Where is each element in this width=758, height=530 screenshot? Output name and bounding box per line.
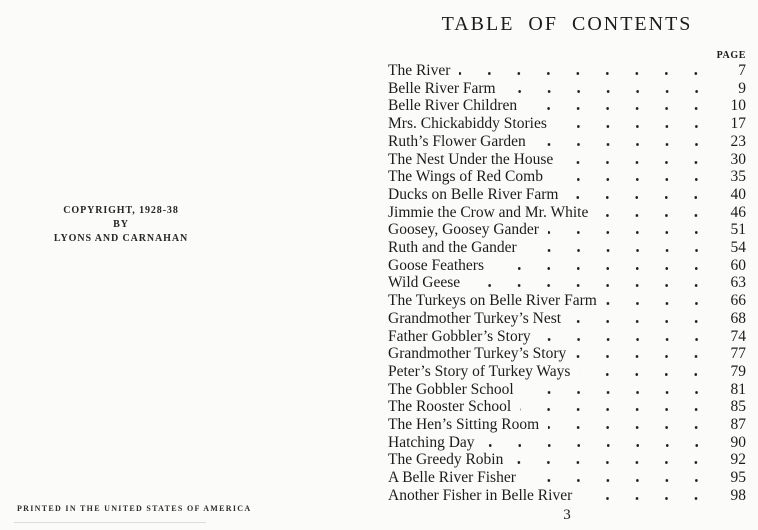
toc-dot-leader bbox=[575, 355, 714, 358]
toc-entry-page: 51 bbox=[730, 221, 746, 239]
toc-entry-title: The Greedy Robin bbox=[388, 451, 504, 469]
toc-row bbox=[388, 487, 746, 505]
toc-dot-leader bbox=[548, 426, 714, 429]
toc-dot-leader bbox=[520, 408, 714, 411]
toc-entry-page: 23 bbox=[730, 132, 746, 150]
toc-dot-leader bbox=[556, 125, 714, 128]
toc-entry-page: 77 bbox=[730, 345, 746, 363]
toc-entry-page: 60 bbox=[730, 256, 746, 274]
toc-row bbox=[388, 363, 746, 381]
toc-dot-leader bbox=[469, 284, 714, 287]
toc-entry-page: 98 bbox=[730, 486, 746, 504]
toc-dot-leader bbox=[597, 214, 714, 217]
toc-entry-title: Ruth’s Flower Garden bbox=[388, 132, 526, 150]
toc-row bbox=[388, 186, 746, 204]
toc-row bbox=[388, 328, 746, 346]
toc-entry-page: 46 bbox=[730, 203, 746, 221]
toc-dot-leader bbox=[606, 302, 714, 305]
toc-dot-leader bbox=[526, 107, 714, 110]
toc-dot-leader bbox=[540, 338, 714, 341]
toc-row bbox=[388, 204, 746, 222]
toc-entry-page: 63 bbox=[730, 274, 746, 292]
toc-dot-leader bbox=[493, 267, 714, 270]
page-column-label: PAGE bbox=[716, 50, 746, 61]
copyright-line-1: COPYRIGHT, 1928-38 bbox=[63, 205, 179, 216]
toc-entry-title: The Rooster School bbox=[388, 398, 512, 416]
toc-entry-title: The Hen’s Sitting Room bbox=[388, 416, 540, 434]
toc-dot-leader bbox=[552, 178, 714, 181]
toc-dot-leader bbox=[579, 373, 714, 376]
toc-entry-title: The Nest Under the House bbox=[388, 150, 554, 168]
toc-entry-title: Belle River Children bbox=[388, 97, 518, 115]
toc-dot-leader bbox=[512, 461, 714, 464]
toc-entry-title: Another Fisher in Belle River bbox=[388, 486, 573, 504]
toc-entry-page: 68 bbox=[730, 309, 746, 327]
toc-entry-page: 9 bbox=[738, 79, 746, 97]
toc-row bbox=[388, 434, 746, 452]
toc-entry-page: 74 bbox=[730, 327, 746, 345]
toc-row bbox=[388, 451, 746, 469]
toc-entry-page: 90 bbox=[730, 433, 746, 451]
toc-dot-leader bbox=[525, 479, 714, 482]
toc-entry-title: Goose Feathers bbox=[388, 256, 484, 274]
toc-entry-page: 92 bbox=[730, 451, 746, 469]
toc-entry-title: The River bbox=[388, 62, 451, 79]
toc-entry-title: Mrs. Chickabiddy Stories bbox=[388, 115, 547, 133]
toc-dot-leader bbox=[526, 249, 714, 252]
toc-entry-title: Ruth and the Gander bbox=[388, 239, 517, 257]
page-edge-line bbox=[14, 522, 206, 523]
toc-entry-page: 17 bbox=[730, 115, 746, 133]
toc-row bbox=[388, 274, 746, 292]
toc-entry-page: 54 bbox=[730, 239, 746, 257]
toc-row bbox=[388, 381, 746, 399]
toc-dot-leader bbox=[581, 497, 714, 500]
toc-entry-page: 79 bbox=[730, 362, 746, 380]
toc-dot-leader bbox=[562, 161, 714, 164]
toc-entry-page: 7 bbox=[738, 62, 746, 79]
toc-dot-leader bbox=[570, 320, 714, 323]
copyright-notice bbox=[40, 204, 202, 245]
toc-row bbox=[388, 80, 746, 98]
toc-entry-page: 40 bbox=[730, 185, 746, 203]
toc-entry-title: Goosey, Goosey Gander bbox=[388, 221, 539, 239]
toc-entry-title: Hatching Day bbox=[388, 433, 475, 451]
folio-page-number: 3 bbox=[563, 506, 571, 523]
toc-entry-title: Grandmother Turkey’s Story bbox=[388, 345, 567, 363]
toc-row bbox=[388, 398, 746, 416]
toc-row bbox=[388, 62, 746, 80]
toc-entry-page: 10 bbox=[730, 97, 746, 115]
toc-row bbox=[388, 310, 746, 328]
toc-dot-leader bbox=[535, 143, 714, 146]
table-of-contents-page bbox=[388, 0, 746, 523]
toc-entry-page: 30 bbox=[730, 150, 746, 168]
toc-entry-page: 66 bbox=[730, 292, 746, 310]
toc-row bbox=[388, 416, 746, 434]
toc-entry-title: Grandmother Turkey’s Nest bbox=[388, 309, 562, 327]
toc-row bbox=[388, 151, 746, 169]
toc-entry-title: A Belle River Fisher bbox=[388, 469, 516, 487]
toc-dot-leader bbox=[459, 72, 714, 75]
toc-row bbox=[388, 221, 746, 239]
toc-row bbox=[388, 292, 746, 310]
toc-entry-title: Wild Geese bbox=[388, 274, 461, 292]
toc-entry-title: Peter’s Story of Turkey Ways bbox=[388, 362, 571, 380]
toc-entry-page: 87 bbox=[730, 416, 746, 434]
toc-row bbox=[388, 168, 746, 186]
copyright-line-3: LYONS AND CARNAHAN bbox=[53, 232, 189, 244]
toc-entry-page: 81 bbox=[730, 380, 746, 398]
printer-imprint: PRINTED IN THE UNITED STATES OF AMERICA bbox=[17, 504, 252, 513]
toc-dot-leader bbox=[505, 90, 714, 93]
toc-list bbox=[388, 62, 746, 505]
toc-row bbox=[388, 239, 746, 257]
toc-row bbox=[388, 133, 746, 151]
toc-row bbox=[388, 115, 746, 133]
toc-row bbox=[388, 257, 746, 275]
toc-dot-leader bbox=[567, 196, 714, 199]
toc-entry-title: Belle River Farm bbox=[388, 79, 496, 97]
toc-entry-title: Ducks on Belle River Farm bbox=[388, 185, 559, 203]
toc-entry-title: The Gobbler School bbox=[388, 380, 514, 398]
toc-dot-leader bbox=[548, 231, 714, 234]
toc-row bbox=[388, 469, 746, 487]
toc-row bbox=[388, 345, 746, 363]
copyright-line-2: BY bbox=[113, 218, 129, 230]
page-title: TABLE OF CONTENTS bbox=[441, 13, 693, 35]
toc-entry-title: Jimmie the Crow and Mr. White bbox=[388, 203, 589, 221]
toc-dot-leader bbox=[484, 444, 714, 447]
toc-dot-leader bbox=[523, 391, 714, 394]
toc-entry-title: The Wings of Red Comb bbox=[388, 168, 543, 186]
toc-entry-title: Father Gobbler’s Story bbox=[388, 327, 531, 345]
toc-entry-page: 95 bbox=[730, 469, 746, 487]
toc-entry-title: The Turkeys on Belle River Farm bbox=[388, 292, 597, 310]
toc-row bbox=[388, 97, 746, 115]
toc-entry-page: 85 bbox=[730, 398, 746, 416]
toc-entry-page: 35 bbox=[730, 168, 746, 186]
